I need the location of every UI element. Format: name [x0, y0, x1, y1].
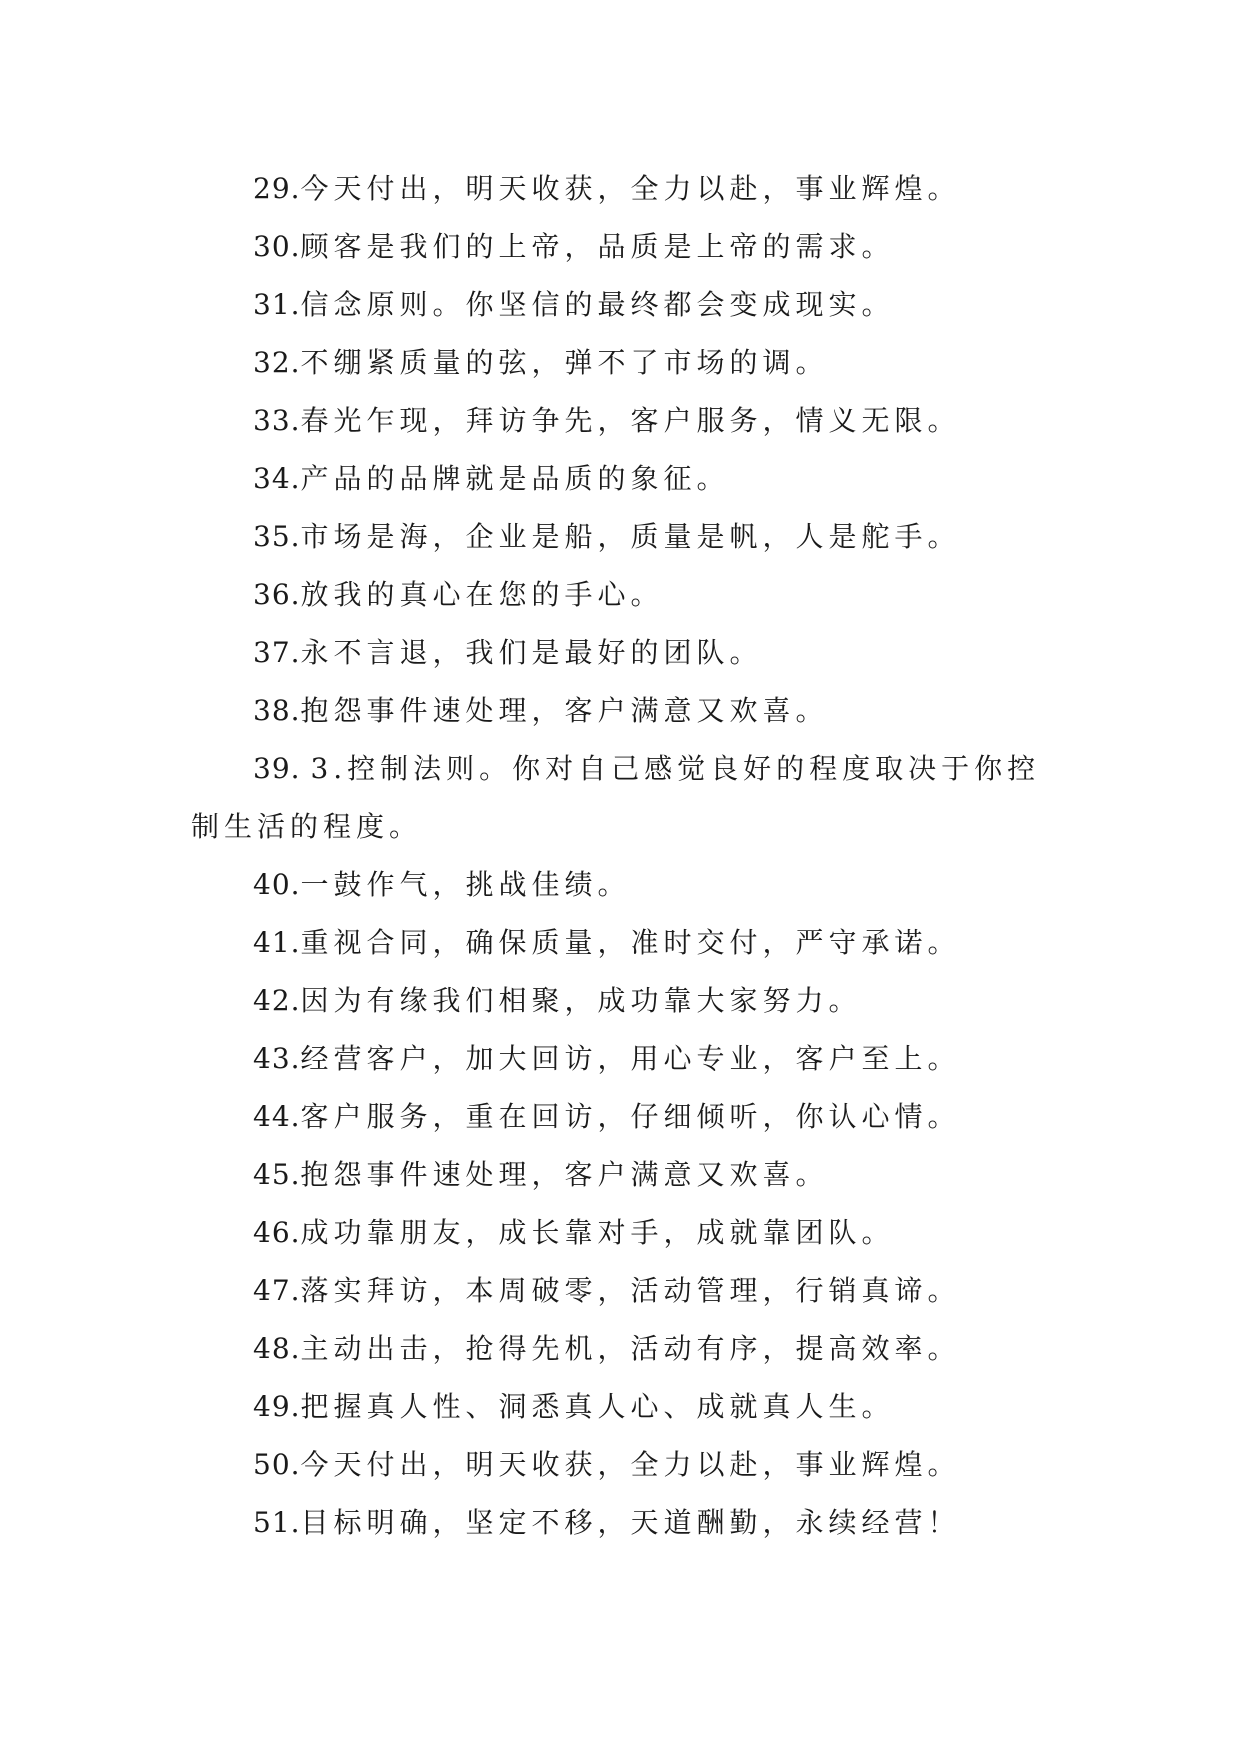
item-text: 经营客户，加大回访，用心专业，客户至上。 — [300, 1042, 961, 1075]
list-item — [191, 276, 1051, 334]
item-number: 43. — [253, 1042, 301, 1075]
item-text: 顾客是我们的上帝，品质是上帝的需求。 — [300, 230, 895, 263]
list-item — [191, 1146, 1051, 1204]
item-number: 51. — [253, 1506, 301, 1539]
item-text: 市场是海，企业是船，质量是帆，人是舵手。 — [300, 520, 961, 553]
item-number: 36. — [253, 578, 301, 611]
item-number: 41. — [253, 926, 301, 959]
item-text: 信念原则。你坚信的最终都会变成现实。 — [300, 288, 895, 321]
item-text: 今天付出，明天收获，全力以赴，事业辉煌。 — [300, 1448, 961, 1481]
list-item — [191, 160, 1051, 218]
list-item — [191, 1030, 1051, 1088]
item-number: 39. — [253, 752, 311, 785]
list-item — [191, 392, 1051, 450]
list-item — [191, 1262, 1051, 1320]
item-number: 48. — [253, 1332, 301, 1365]
list-item — [191, 624, 1051, 682]
list-item — [191, 740, 1051, 856]
item-number: 34. — [253, 462, 301, 495]
item-number: 46. — [253, 1216, 301, 1249]
item-number: 35. — [253, 520, 301, 553]
item-text: 一鼓作气，挑战佳绩。 — [300, 868, 631, 901]
item-text: 放我的真心在您的手心。 — [300, 578, 664, 611]
item-number: 31. — [253, 288, 301, 321]
list-item — [191, 1436, 1051, 1494]
list-item — [191, 1494, 1051, 1552]
item-number: 40. — [253, 868, 301, 901]
item-number: 37. — [253, 636, 301, 669]
list-item — [191, 450, 1051, 508]
item-text: 3.控制法则。你对自己感觉良好的程度取决于你控制生活的程度。 — [191, 752, 1041, 843]
list-item — [191, 508, 1051, 566]
list-item — [191, 1204, 1051, 1262]
item-text: 永不言退，我们是最好的团队。 — [300, 636, 763, 669]
item-text: 抱怨事件速处理，客户满意又欢喜。 — [300, 1158, 829, 1191]
item-text: 主动出击，抢得先机，活动有序，提高效率。 — [300, 1332, 961, 1365]
list-item — [191, 334, 1051, 392]
item-text: 把握真人性、洞悉真人心、成就真人生。 — [300, 1390, 895, 1423]
item-number: 30. — [253, 230, 301, 263]
list-item — [191, 1088, 1051, 1146]
list-item — [191, 218, 1051, 276]
item-number: 38. — [253, 694, 301, 727]
item-text: 客户服务，重在回访，仔细倾听，你认心情。 — [300, 1100, 961, 1133]
item-text: 春光乍现，拜访争先，客户服务，情义无限。 — [300, 404, 961, 437]
list-item — [191, 856, 1051, 914]
item-text: 抱怨事件速处理，客户满意又欢喜。 — [300, 694, 829, 727]
item-number: 44. — [253, 1100, 301, 1133]
slogan-list — [191, 160, 1051, 1552]
list-item — [191, 566, 1051, 624]
list-item — [191, 1378, 1051, 1436]
item-number: 32. — [253, 346, 301, 379]
item-number: 42. — [253, 984, 301, 1017]
item-text: 因为有缘我们相聚，成功靠大家努力。 — [300, 984, 862, 1017]
item-text: 落实拜访，本周破零，活动管理，行销真谛。 — [300, 1274, 961, 1307]
item-text: 不绷紧质量的弦，弹不了市场的调。 — [300, 346, 829, 379]
item-number: 29. — [253, 172, 301, 205]
item-text: 产品的品牌就是品质的象征。 — [300, 462, 730, 495]
list-item — [191, 682, 1051, 740]
item-number: 49. — [253, 1390, 301, 1423]
list-item — [191, 914, 1051, 972]
item-number: 33. — [253, 404, 301, 437]
item-number: 50. — [253, 1448, 301, 1481]
item-text: 今天付出，明天收获，全力以赴，事业辉煌。 — [300, 172, 961, 205]
list-item — [191, 972, 1051, 1030]
item-number: 45. — [253, 1158, 301, 1191]
item-text: 成功靠朋友，成长靠对手，成就靠团队。 — [300, 1216, 895, 1249]
item-text: 重视合同，确保质量，准时交付，严守承诺。 — [300, 926, 961, 959]
list-item — [191, 1320, 1051, 1378]
item-number: 47. — [253, 1274, 301, 1307]
item-text: 目标明确，坚定不移，天道酬勤，永续经营！ — [300, 1506, 961, 1539]
